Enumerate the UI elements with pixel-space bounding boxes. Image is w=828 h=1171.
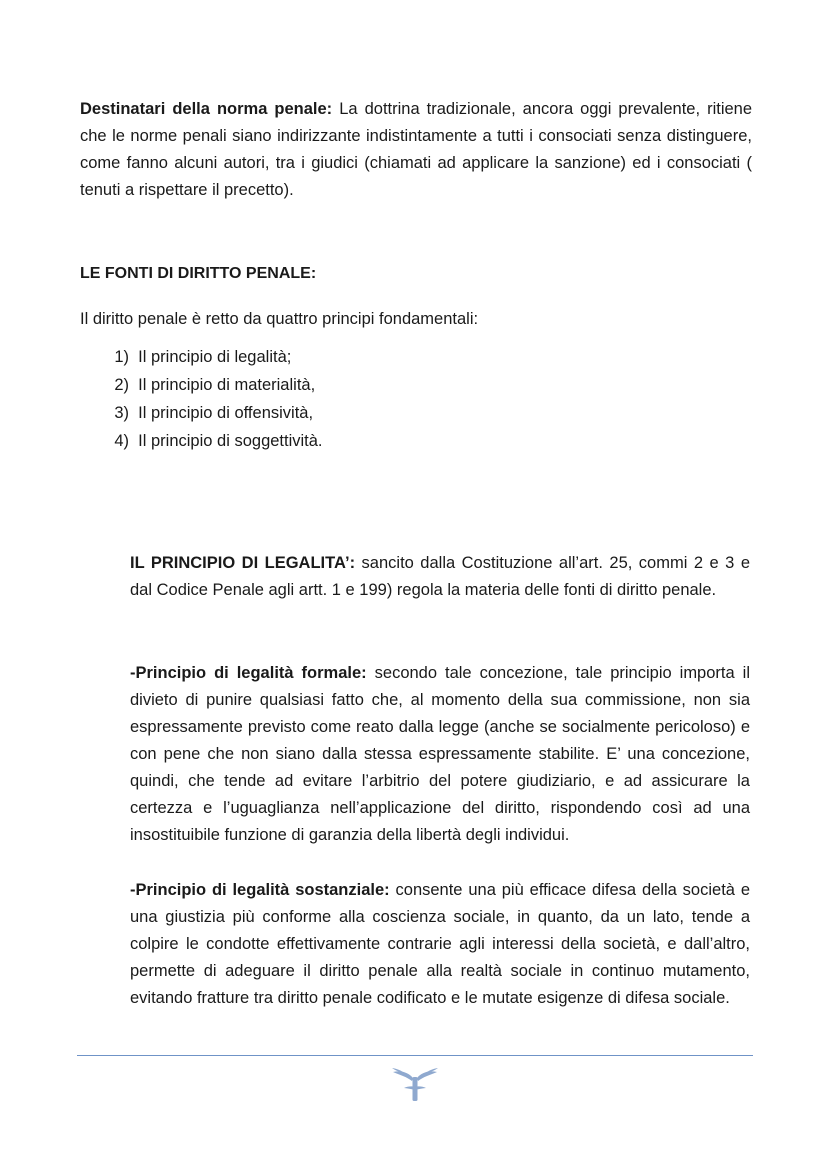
recipients-paragraph	[80, 96, 752, 204]
list-item	[80, 399, 323, 427]
section-heading: LE FONTI DI DIRITTO PENALE:	[80, 265, 317, 282]
principles-list	[80, 343, 323, 455]
substantial-legality-lead: -Principio di legalità sostanziale:	[130, 881, 390, 899]
legality-text: sancito dalla Costituzione all’art. 25, commi 2 e 3 e dal Codice Penale agli artt. 1 e 199) regola la materia delle fonti di diritto penale.	[130, 554, 750, 599]
list-text: Il principio di materialità,	[138, 376, 316, 394]
stylized-anchor-logo-icon	[390, 1064, 440, 1104]
substantial-legality-text: consente una più efficace difesa della società e una giustizia più conforme alla coscienza sociale, in quanto, da un lato, tende a colpire le condotte effettivamente contrarie agli interessi della società, e dall’altro, permette di adeguare il diritto penale alla realtà sociale in continuo mutamento, evitando fratture tra diritto penale codificato e le mutate esigenze di difesa sociale.	[130, 881, 750, 1007]
list-number: 2)	[114, 376, 129, 394]
footer-rule	[77, 1055, 753, 1056]
list-text: Il principio di soggettività.	[138, 432, 323, 450]
list-text: Il principio di legalità;	[138, 348, 292, 366]
recipients-lead: Destinatari della norma penale:	[80, 100, 333, 118]
formal-legality-text: secondo tale concezione, tale principio importa il divieto di punire qualsiasi fatto che, al momento della sua commissione, non sia espressamente previsto come reato dalla legge (anche se socialmente pericoloso) e con pene che non siano dalla stessa espressamente stabilite. E’ una concezione, quindi, che tende ad evitare l’arbitrio del potere giudiziario, e ad assicurare la certezza e l’uguaglianza nell’applicazione del diritto, rispondendo così ad una insostituibile funzione di garanzia della libertà degli individui.	[130, 664, 750, 844]
formal-legality-paragraph	[130, 660, 750, 849]
list-number: 4)	[114, 432, 129, 450]
list-item	[80, 427, 323, 455]
principles-intro: Il diritto penale è retto da quattro principi fondamentali:	[80, 310, 479, 328]
list-number: 1)	[114, 348, 129, 366]
recipients-text: La dottrina tradizionale, ancora oggi prevalente, ritiene che le norme penali siano indirizzante indistintamente a tutti i consociati senza distinguere, come fanno alcuni autori, tra i giudici (chiamati ad applicare la sanzione) ed i consociati ( tenuti a rispettare il precetto).	[80, 100, 753, 199]
list-number: 3)	[114, 404, 129, 422]
legality-paragraph	[130, 550, 750, 604]
list-item	[80, 371, 323, 399]
legality-lead: IL PRINCIPIO DI LEGALITA’:	[130, 554, 356, 572]
substantial-legality-paragraph	[130, 877, 750, 1012]
list-text: Il principio di offensività,	[138, 404, 314, 422]
formal-legality-lead: -Principio di legalità formale:	[130, 664, 367, 682]
list-item	[80, 343, 323, 371]
